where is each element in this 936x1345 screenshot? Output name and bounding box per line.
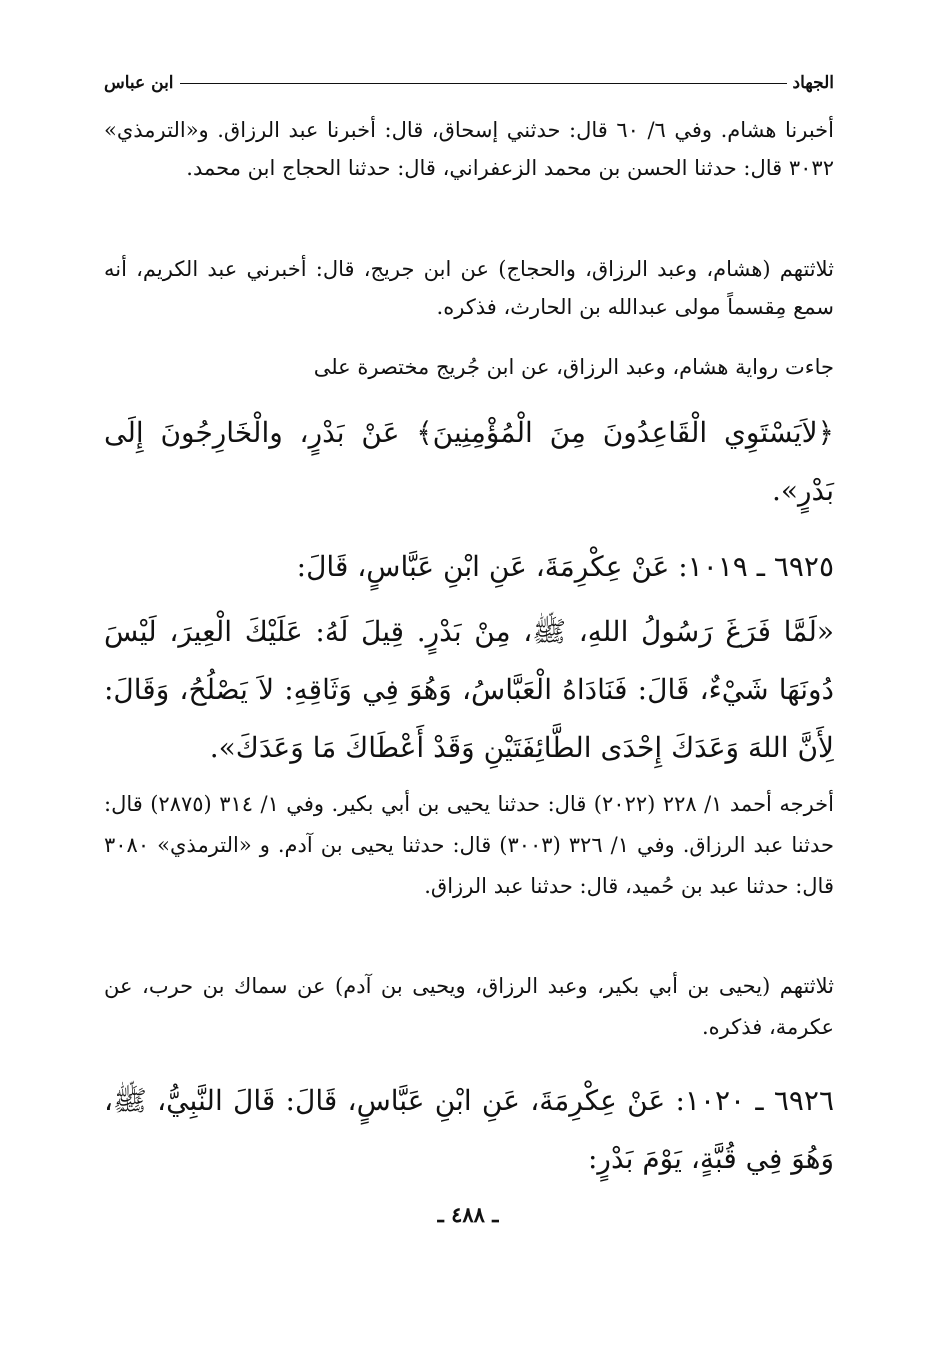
quote-text: ﴿لاَيَسْتَوِي الْقَاعِدُونَ مِنَ الْمُؤْمِنِينَ﴾ عَنْ بَدْرٍ، والْخَارِجُونَ إِلَى بَدْرٍ».	[104, 416, 834, 507]
paragraph-variant-intro	[104, 348, 834, 386]
paragraph-sources-2	[104, 784, 834, 907]
quranic-quote	[104, 404, 834, 520]
hadith-text: «لَمَّا فَرَغَ رَسُولُ اللهِ، ﷺ، مِنْ بَدْرٍ. قِيلَ لَهُ: عَلَيْكَ الْعِيرَ، لَيْسَ دُونَهَا شَيْءٌ، قَالَ: فَنَادَاهُ الْعَبَّاسُ، وَهُوَ فِي وَثَاقِهِ: لاَ يَصْلُحُ، وَقَالَ: لِأَنَّ اللهَ وَعَدَكَ إِحْدَى الطَّائِفَتَيْنِ وَقَدْ أَعْطَاكَ مَا وَعَدَكَ».	[104, 615, 834, 764]
hadith-6925-body	[104, 603, 834, 777]
paragraph-sources-1	[104, 111, 834, 187]
page-number: ـ ٤٨٨ ـ	[437, 1202, 499, 1227]
paragraph-chain-2	[104, 966, 834, 1048]
paragraph-text: ثلاثتهم (هشام، وعبد الرزاق، والحجاج) عن ابن جريج، قال: أخبرني عبد الكريم، أنه سمع مِقسماً مولى عبدالله بن الحارث، فذكره.	[104, 257, 834, 319]
section-title: ابن عباس	[104, 73, 174, 93]
chapter-title: الجهاد	[792, 73, 834, 93]
paragraph-text: جاءت رواية هشام، وعبد الرزاق، عن ابن جُريج مختصرة على	[313, 355, 834, 379]
hadith-heading-text: ٦٩٢٥ ـ ١٠١٩: عَنْ عِكْرِمَةَ، عَنِ ابْنِ عَبَّاسٍ، قَالَ:	[296, 550, 834, 583]
paragraph-text: أخبرنا هشام. وفي ٦/ ٦٠ قال: حدثني إسحاق، قال: أخبرنا عبد الرزاق. و«الترمذي» ٣٠٣٢ قال: حدثنا الحسن بن محمد الزعفراني، قال: حدثنا الحجاج ابن محمد.	[104, 118, 834, 180]
hadith-6925-heading	[104, 538, 834, 596]
hadith-heading-text: ٦٩٢٦ ـ ١٠٢٠: عَنْ عِكْرِمَةَ، عَنِ ابْنِ عَبَّاسٍ، قَالَ: قَالَ النَّبِيُّ، ﷺ، وَهُوَ فِي قُبَّةٍ، يَوْمَ بَدْرٍ:	[104, 1084, 834, 1175]
header-rule	[180, 83, 787, 84]
paragraph-text: أخرجه أحمد ١/ ٢٢٨ (٢٠٢٢) قال: حدثنا يحيى بن أبي بكير. وفي ١/ ٣١٤ (٢٨٧٥) قال: حدثنا عبد الرزاق. وفي ١/ ٣٢٦ (٣٠٠٣) قال: حدثنا يحيى بن آدم. و «الترمذي» ٣٠٨٠ قال: حدثنا عبد بن حُميد، قال: حدثنا عبد الرزاق.	[104, 792, 834, 898]
running-header	[104, 68, 834, 98]
hadith-6926-heading	[104, 1072, 834, 1188]
paragraph-text: ثلاثتهم (يحيى بن أبي بكير، وعبد الرزاق، ويحيى بن آدم) عن سماك بن حرب، عن عكرمة، فذكره.	[104, 974, 834, 1039]
paragraph-chain-1	[104, 250, 834, 326]
